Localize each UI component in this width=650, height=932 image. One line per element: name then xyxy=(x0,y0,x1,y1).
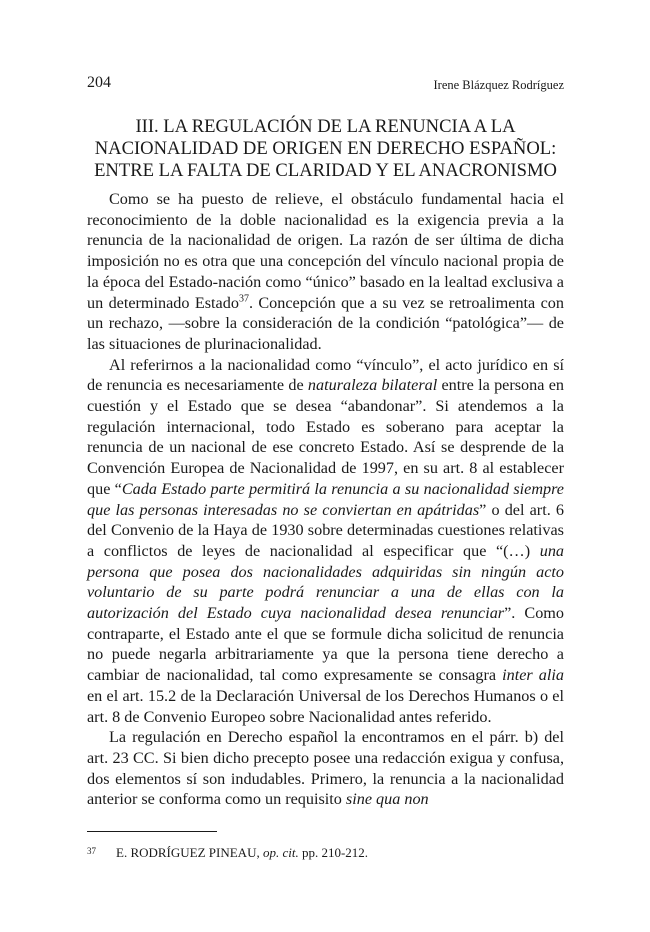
section-title-line: NACIONALIDAD DE ORIGEN EN DERECHO ESPAÑOL: xyxy=(94,138,557,159)
paragraph-text: ”. Como contraparte, el Estado ante el que se formule dicha solicitud de renuncia no puede negarla arbitrariamente ya que la persona tiene derecho a cambiar de nacionalidad, tal como expresamente se consagra xyxy=(87,604,564,685)
paragraph-text: Al referirnos a la nacionalidad como “vínculo”, el acto jurídico en sí de renuncia es necesariamente de xyxy=(87,355,564,395)
italic-term: naturaleza bilateral xyxy=(307,376,438,395)
section-title-line: III. LA REGULACIÓN DE LA RENUNCIA A LA xyxy=(135,116,516,137)
footnote-citation: op. cit. xyxy=(262,845,299,860)
footnote-divider xyxy=(87,831,217,832)
paragraph-text: La regulación en Derecho español la encontramos en el párr. b) del art. 23 CC. Si bien dicho precepto posee una redacción exigua y confusa, dos elementos sí son indudables. Primero, la renuncia a la nacionalidad anterior se conforma como un requisito xyxy=(87,728,564,809)
section-title-line: ENTRE LA FALTA DE CLARIDAD Y EL ANACRONISMO xyxy=(94,160,557,181)
running-head-author: Irene Blázquez Rodríguez xyxy=(433,78,564,92)
italic-term: sine qua non xyxy=(345,790,429,809)
paragraph-text: entre la persona en cuestión y el Estado que se desea “abandonar”. Si atendemos a la regulación internacional, todo Estado es soberano para aceptar la renuncia de un nacional de ese concreto Estado. Así se desprende de la Convención Europea de Nacionalidad de 1997, en su art. 8 al establecer que “ xyxy=(87,376,564,498)
paragraph-text: . Concepción que a su vez se retroalimenta con un rechazo, —sobre la consideración de la condición “patológica”— de las situaciones de plurinacionalidad. xyxy=(87,293,564,353)
footnote-pages: pp. 210-212. xyxy=(298,845,369,860)
footnote-reference: 37 xyxy=(238,293,249,305)
paragraph-3 xyxy=(87,727,564,810)
paragraph-text: en el art. 15.2 de la Declaración Universal de los Derechos Humanos o el art. 8 de Convenio Europeo sobre Nacionalidad antes referido. xyxy=(87,686,564,726)
section-title xyxy=(87,116,564,182)
paragraph-text: ” o del art. 6 del Convenio de la Haya de 1930 sobre determinadas cuestiones relativas a conflictos de leyes de nacionalidad al especificar que “(…) xyxy=(87,500,564,560)
page-header xyxy=(87,74,564,96)
paragraph-1 xyxy=(87,189,564,355)
paragraph-text: Como se ha puesto de relieve, el obstáculo fundamental hacia el reconocimiento de la doble nacionalidad es la exigencia previa a la renuncia de la nacionalidad de origen. La razón de ser última de dicha imposición no es otra que una concepción del vínculo nacional propia de la época del Estado-nación como “único” basado en la lealtad exclusiva a un determinado Estado xyxy=(87,190,564,312)
body-text xyxy=(87,189,564,810)
italic-quote: una persona que posea dos nacionalidades adquiridas sin ningún acto voluntario de su parte podrá renunciar a una de ellas con la autorización del Estado cuya nacionalidad desea renunciar xyxy=(87,541,564,623)
italic-quote: Cada Estado parte permitirá la renuncia a su nacionalidad siempre que las personas interesadas no se conviertan en apátridas xyxy=(87,479,564,519)
paragraph-2 xyxy=(87,355,564,728)
italic-term: inter alia xyxy=(502,666,564,685)
page-number: 204 xyxy=(87,74,111,91)
footnote-text xyxy=(116,844,368,862)
footnote-number: 37 xyxy=(87,846,96,856)
footnote-author: E. RODRÍGUEZ PINEAU, xyxy=(116,845,263,860)
